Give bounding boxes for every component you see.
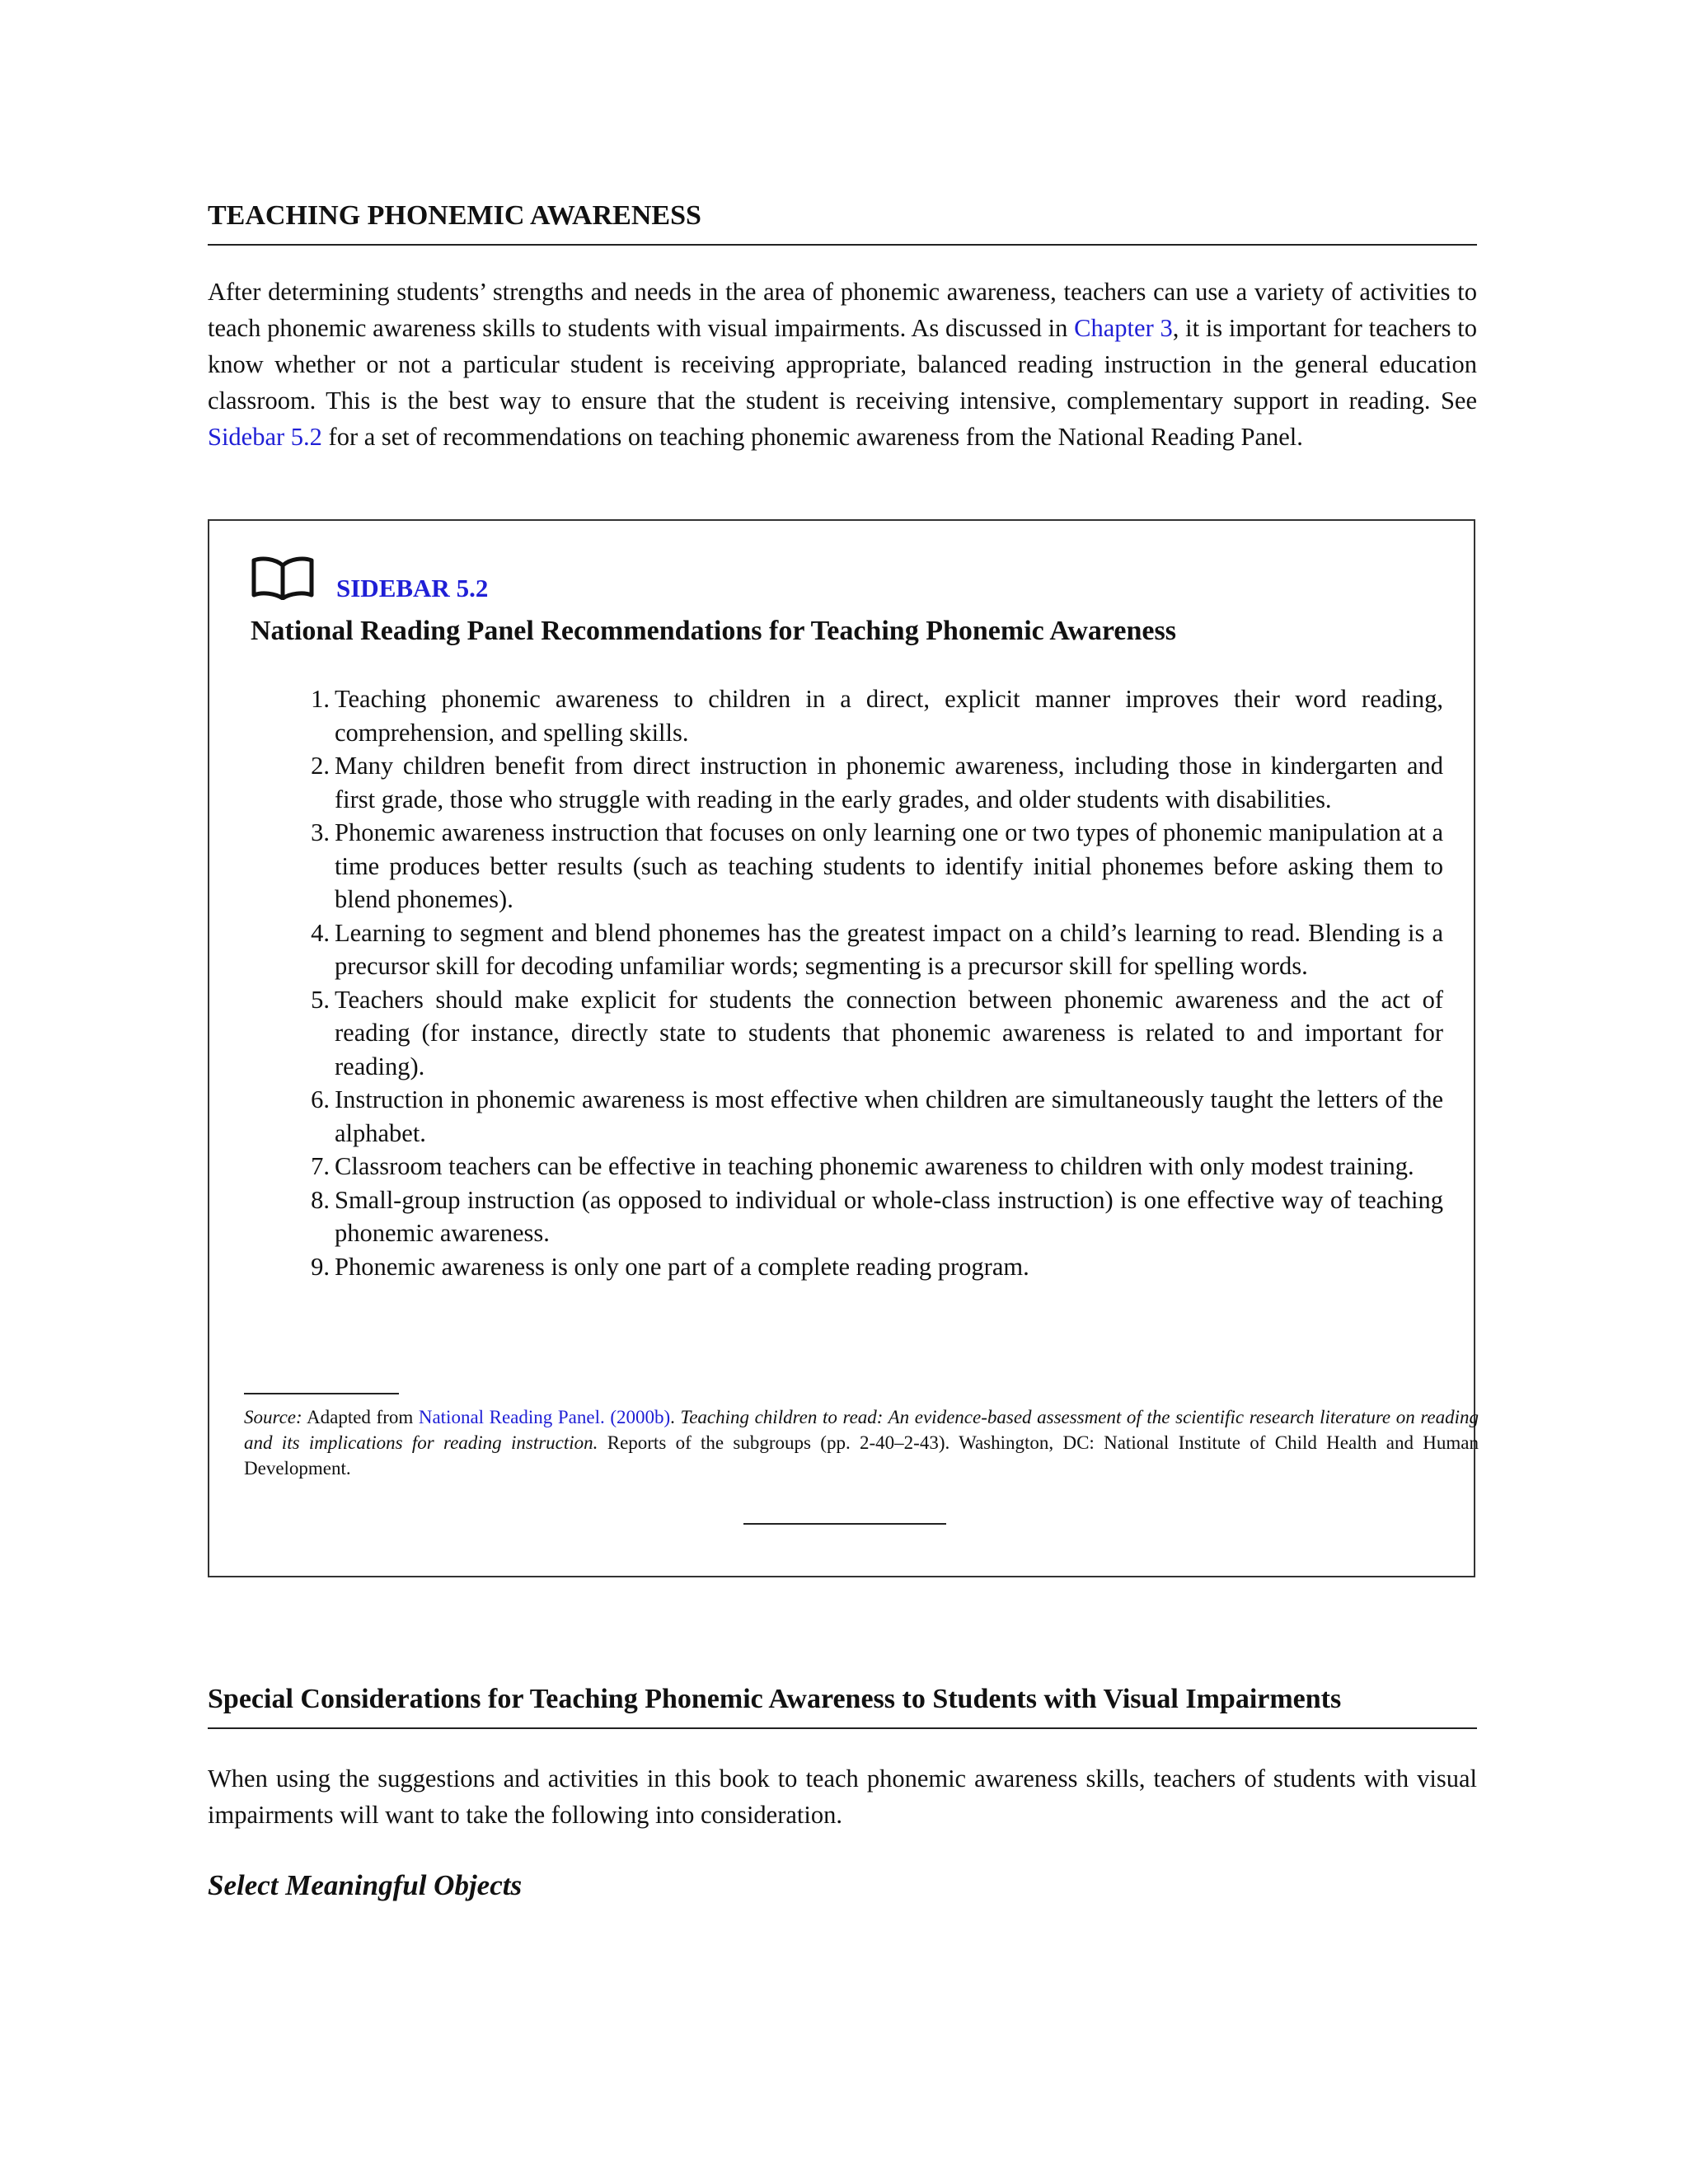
source-title: Teaching children to read: An evidence-based assessment of the scientific research literature on reading and its implications for reading instruction. (244, 1407, 1479, 1453)
list-item-number: 3. (311, 818, 330, 846)
considerations-paragraph: When using the suggestions and activities in this book to teach phonemic awareness skills, teachers of students with visual impairments will want to take the following into consideration. (208, 1765, 1477, 1829)
paragraph-text: After determining students’ strengths and needs in the area of phonemic awareness, teachers can use a variety of activities to teach phonemic awareness skills to students with visual impairments. As discussed in (208, 278, 1477, 342)
sidebar-5-2-link[interactable]: Sidebar 5.2 (208, 423, 322, 451)
national-reading-panel-link[interactable]: National Reading Panel. (2000b) (418, 1407, 671, 1427)
source-text: Reports of the subgroups (pp. 2-40–2-43). Washington, DC: National Institute of Child Health and Human Development. (244, 1432, 1479, 1479)
list-item-number: 8. (311, 1185, 330, 1214)
list-item (302, 916, 1443, 983)
list-item-number: 5. (311, 985, 330, 1014)
list-item (302, 1183, 1443, 1250)
list-item-number: 6. (311, 1085, 330, 1113)
list-item (302, 1150, 1443, 1183)
source-text: . (670, 1407, 681, 1427)
source-citation (244, 1404, 1479, 1481)
source-text: Adapted from (302, 1407, 419, 1427)
list-item-text: Phonemic awareness instruction that focuses on only learning one or two types of phonemic manipulation at a time produces better results (such as teaching students to identify initial phonemes before asking them to blend phonemes). (335, 818, 1443, 913)
list-item (302, 1083, 1443, 1150)
intro-paragraph (208, 274, 1477, 455)
list-item-text: Classroom teachers can be effective in teaching phonemic awareness to children with only modest training. (335, 1152, 1414, 1180)
sidebar-title: National Reading Panel Recommendations for Teaching Phonemic Awareness (251, 616, 1176, 646)
paragraph-text: for a set of recommendations on teaching phonemic awareness from the National Reading Panel. (321, 423, 1303, 451)
source-label: Source: (244, 1407, 302, 1427)
list-item-number: 2. (311, 752, 330, 780)
list-item-text: Instruction in phonemic awareness is most effective when children are simultaneously taught the letters of the alphabet. (335, 1085, 1443, 1147)
chapter-3-link[interactable]: Chapter 3 (1074, 314, 1173, 342)
list-item-text: Phonemic awareness is only one part of a complete reading program. (335, 1252, 1029, 1281)
list-item (302, 749, 1443, 816)
list-item-number: 9. (311, 1252, 330, 1281)
sidebar-label: SIDEBAR 5.2 (336, 574, 489, 602)
paragraph-text: , it is important for teachers to know whether or not a particular student is receiving appropriate, balanced reading instruction in the general education classroom. This is the best way to ensure that the student is receiving intensive, complementary support in reading. See (208, 314, 1477, 415)
source-divider (244, 1393, 399, 1394)
subsection-heading: Select Meaningful Objects (208, 1869, 523, 1901)
list-item (302, 816, 1443, 916)
list-item-text: Learning to segment and blend phonemes has the greatest impact on a child’s learning to read. Blending is a precursor skill for decoding unfamiliar words; segmenting is a precursor skill for spelling words. (335, 918, 1443, 980)
list-item (302, 682, 1443, 749)
list-item-text: Small-group instruction (as opposed to individual or whole-class instruction) is one effective way of teaching phonemic awareness. (335, 1185, 1443, 1247)
list-item-number: 7. (311, 1152, 330, 1180)
open-book-icon (251, 554, 315, 600)
sidebar-end-divider (743, 1523, 946, 1525)
sidebar-box (208, 519, 1479, 1577)
section-heading: TEACHING PHONEMIC AWARENESS (208, 198, 1477, 246)
section-heading: Special Considerations for Teaching Phonemic Awareness to Students with Visual Impairments (208, 1681, 1477, 1729)
list-item (302, 983, 1443, 1084)
list-item-number: 1. (311, 685, 330, 713)
list-item-text: Teachers should make explicit for students the connection between phonemic awareness and the act of reading (for instance, directly state to students that phonemic awareness is related to and important for reading). (335, 985, 1443, 1080)
recommendations-list (302, 682, 1443, 1283)
list-item-number: 4. (311, 918, 330, 947)
list-item (302, 1250, 1443, 1284)
list-item-text: Teaching phonemic awareness to children in a direct, explicit manner improves their word reading, comprehension, and spelling skills. (335, 685, 1443, 747)
list-item-text: Many children benefit from direct instruction in phonemic awareness, including those in kindergarten and first grade, those who struggle with reading in the early grades, and older students with disabilities. (335, 752, 1443, 813)
